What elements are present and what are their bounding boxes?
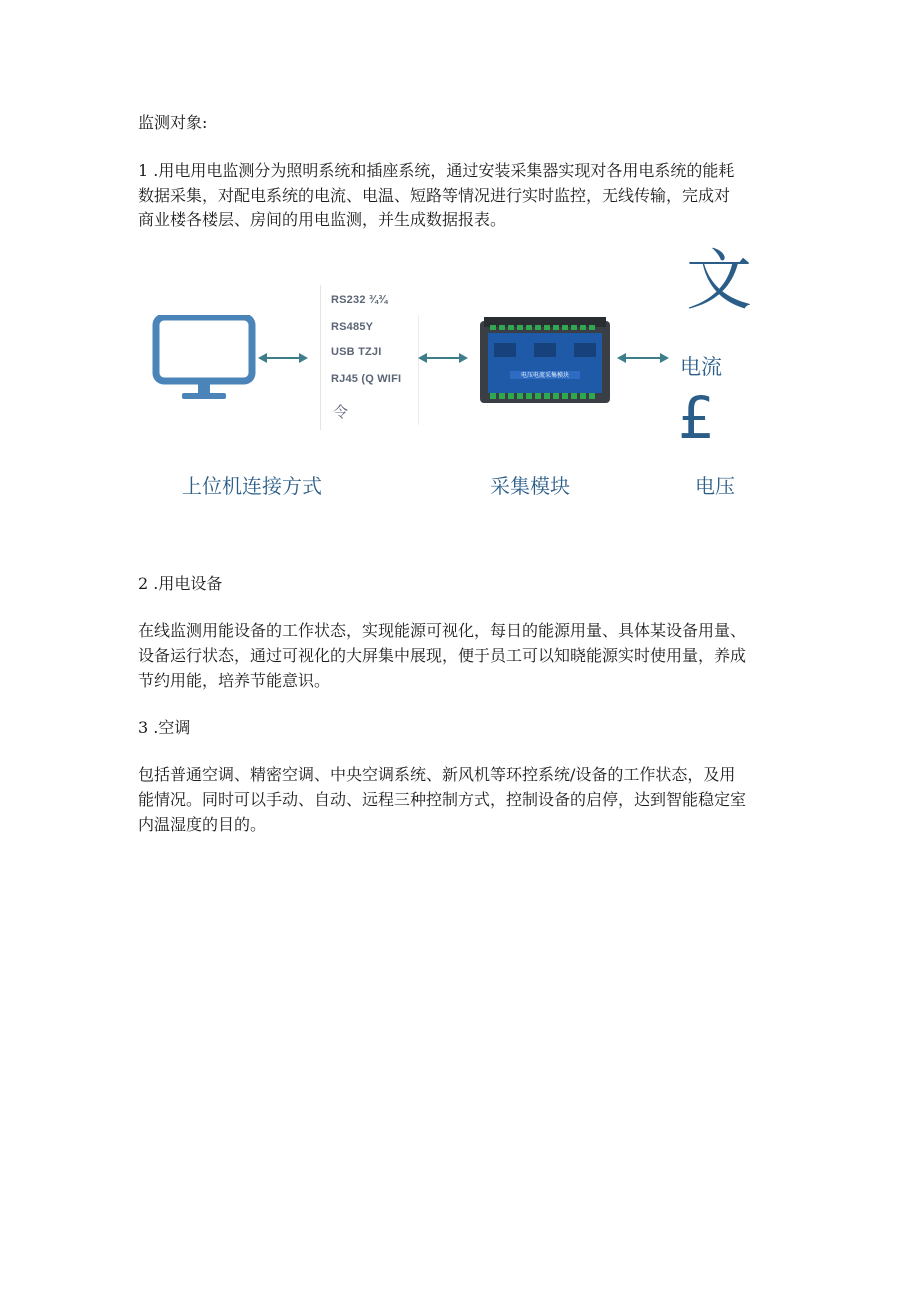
interface-label-rs485: RS485Y	[331, 321, 374, 333]
acquisition-module-image	[480, 313, 610, 409]
wen-glyph: 文	[686, 242, 752, 319]
host-connection-caption: 上位机连接方式	[182, 476, 322, 498]
interface-label-rj45: RJ45 (Q WIFI	[331, 373, 402, 385]
section-3-line: 能情况。同时可以手动、自动、远程三种控制方式，控制设备的启停，达到智能稳定室	[138, 790, 747, 809]
separator	[320, 285, 321, 430]
interface-label-rs232: RS232 ¾¾	[331, 294, 388, 306]
section-2-line: 设备运行状态，通过可视化的大屏集中展现，便于员工可以知晓能源实时使用量，养成	[138, 646, 747, 665]
module-panel-text: 电压电流采集模块	[520, 372, 570, 379]
current-label: 电流	[680, 356, 722, 379]
double-arrow-icon	[258, 351, 308, 365]
interface-label-usb: USB TZJI	[331, 346, 382, 358]
section-1-line: 数据采集，对配电系统的电流、电温、短路等情况进行实时监控，无线传输，完成对	[138, 186, 731, 205]
section-3-heading: 3 .空调	[138, 718, 191, 737]
monitor-icon	[152, 315, 262, 405]
section-1-line: 商业楼各楼层、房间的用电监测，并生成数据报表。	[138, 210, 507, 229]
section-2-line: 在线监测用能设备的工作状态，实现能源可视化，每日的能源用量、具体某设备用量、	[138, 621, 747, 640]
intro-label: 监测对象:	[138, 113, 208, 132]
wifi-symbol: 令	[333, 404, 349, 421]
section-2-heading: 2 .用电设备	[138, 574, 223, 593]
section-3-line: 包括普通空调、精密空调、中央空调系统、新风机等环控系统/设备的工作状态，及用	[138, 765, 736, 784]
double-arrow-icon	[418, 351, 468, 365]
section-2-line: 节约用能，培养节能意识。	[138, 671, 331, 690]
acquisition-module-caption: 采集模块	[490, 476, 570, 498]
connection-diagram	[130, 242, 830, 515]
pound-glyph: £	[678, 384, 715, 452]
section-3-line: 内温湿度的目的。	[138, 815, 267, 834]
section-1-heading: 1 .用电用电监测分为照明系统和插座系统，通过安装采集器实现对各用电系统的能耗	[138, 161, 735, 180]
double-arrow-icon	[617, 351, 669, 365]
separator	[418, 315, 419, 425]
voltage-caption: 电压	[695, 476, 735, 498]
